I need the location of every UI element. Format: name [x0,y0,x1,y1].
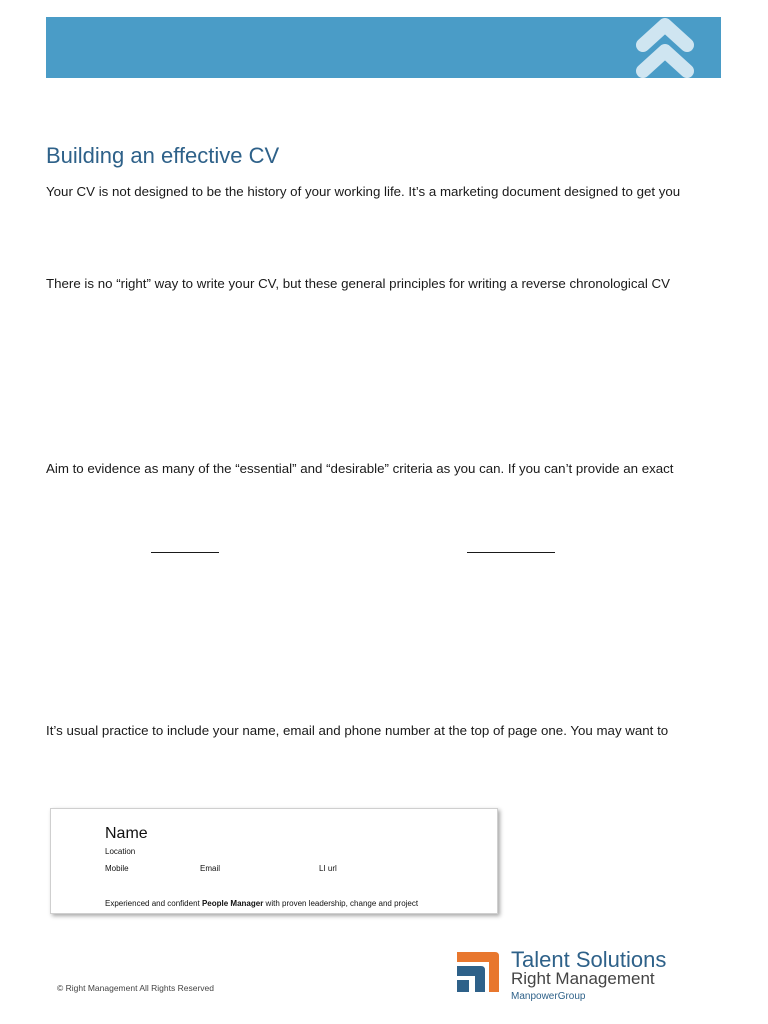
logo-line-right-management: Right Management [511,969,655,988]
talent-solutions-logo-icon [455,950,501,994]
copyright-notice: © Right Management All Rights Reserved [57,983,214,993]
cv-summary-prefix: Experienced and confident [105,899,202,908]
double-chevron-up-icon [635,17,695,78]
cv-location: Location [105,847,136,856]
paragraph-criteria: Aim to evidence as many of the “essential” and “desirable” criteria as you can. If you can’t provide an exact [46,461,674,476]
logo-line-talent-solutions: Talent Solutions [511,947,667,972]
cv-name: Name [105,825,148,842]
cv-email: Email [200,864,221,873]
underline-mark [467,552,555,553]
page-title: Building an effective CV [46,143,280,168]
cv-summary [105,899,418,908]
cv-li-url: LI url [319,864,337,873]
header-banner [46,17,721,78]
cv-summary-bold: People Manager [201,899,264,908]
cv-summary-suffix: with proven leadership, change and project [263,899,419,908]
paragraph-contact: It’s usual practice to include your name, email and phone number at the top of page one. You may want to [46,723,669,738]
underline-mark [151,552,219,553]
cv-example-image [50,808,498,914]
logo-line-manpowergroup: ManpowerGroup [511,991,586,1002]
paragraph-principles: There is no “right” way to write your CV, but these general principles for writing a reverse chronological CV [46,276,671,291]
cv-mobile: Mobile [105,864,129,873]
paragraph-intro: Your CV is not designed to be the history of your working life. It’s a marketing document designed to get you [46,184,681,199]
